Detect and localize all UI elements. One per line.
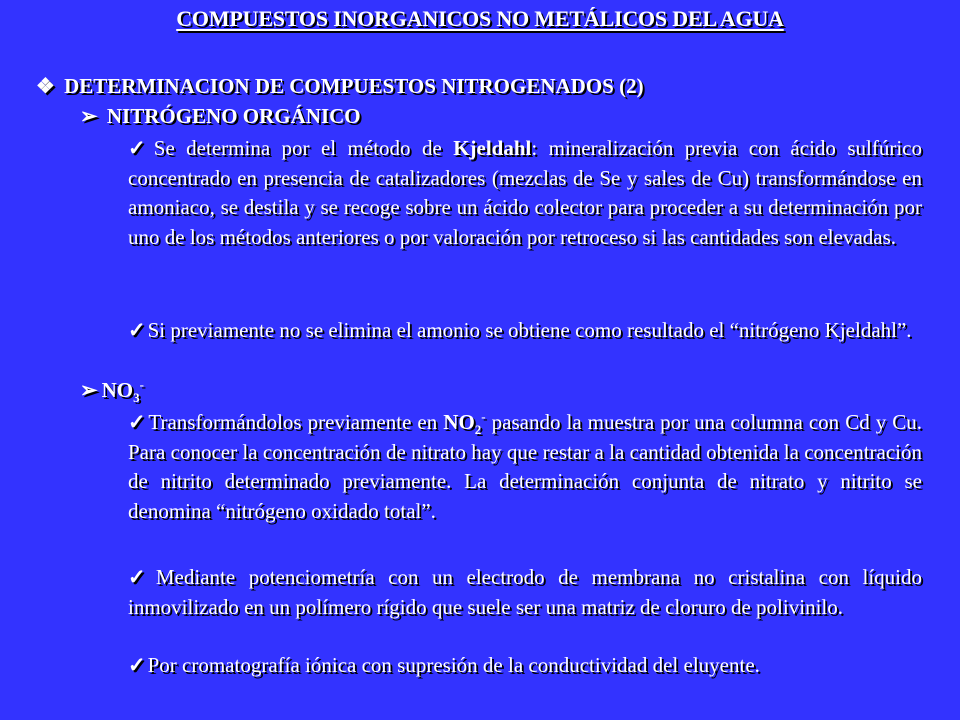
check-icon: ✓ xyxy=(128,318,146,342)
list-item xyxy=(128,316,922,346)
formula-nitrite xyxy=(443,409,486,438)
item-text: Mediante potenciometría con un electrodo de membrana no cristalina con líquido inmovilizado en un polímero rígido que suele ser una matriz de cloruro de polivinilo. xyxy=(128,565,922,619)
subsection-heading-label: NO xyxy=(101,378,134,402)
item-text: Por cromatografía iónica con supresión de la conductividad del eluyente. xyxy=(147,653,760,677)
list-item xyxy=(128,408,922,526)
section-heading xyxy=(36,74,644,99)
item-text-post: : mineralización previa con ácido sulfúrico concentrado en presencia de catalizadores (mezclas de Se y sales de Cu) transformándose en amoniaco, se destila y se recoge sobre un ácido colector para proceder a su determinación por uno de los métodos anteriores o por valoración por retroceso si las cantidades son elevadas. xyxy=(128,136,922,249)
item-text-post: pasando la muestra por una columna con Cd y Cu. Para conocer la concentración de nitrato hay que restar a la cantidad obtenida la concentración de nitrito determinado previamente. La determinación conjunta de nitrato y nitrito se denomina “nitrógeno oxidado total”. xyxy=(128,410,923,523)
check-icon: ✓ xyxy=(128,410,147,434)
arrowhead-bullet-icon: ➢ xyxy=(80,104,98,128)
diamond-cross-bullet-icon: ❖ xyxy=(36,74,55,98)
item-text-pre: Se determina por el método de xyxy=(153,136,454,160)
superscript: - xyxy=(139,377,144,392)
subsection-heading-nitrate xyxy=(80,377,144,406)
list-item xyxy=(128,651,922,681)
subscript: 3 xyxy=(133,390,140,406)
formula-superscript: - xyxy=(481,409,486,424)
list-item xyxy=(128,563,922,622)
item-text: Si previamente no se elimina el amonio se obtiene como resultado el “nitrógeno Kjeldahl”. xyxy=(147,318,912,342)
check-icon: ✓ xyxy=(128,565,154,589)
formula-main: NO xyxy=(443,410,475,434)
list-item xyxy=(128,134,922,252)
subsection-heading-label: NITRÓGENO ORGÁNICO xyxy=(106,104,361,128)
item-text-pre: Transformándolos previamente en xyxy=(148,410,444,434)
check-icon: ✓ xyxy=(128,653,146,677)
subsection-heading-organic-nitrogen xyxy=(80,104,361,129)
slide-title: COMPUESTOS INORGANICOS NO METÁLICOS DEL AGUA xyxy=(176,6,784,31)
formula-subscript: 2 xyxy=(474,422,482,438)
item-text-bold: Kjeldahl xyxy=(453,136,532,160)
check-icon: ✓ xyxy=(128,136,152,160)
section-heading-label: DETERMINACION DE COMPUESTOS NITROGENADOS (2) xyxy=(64,74,644,98)
arrowhead-bullet-icon: ➢ xyxy=(80,378,98,402)
